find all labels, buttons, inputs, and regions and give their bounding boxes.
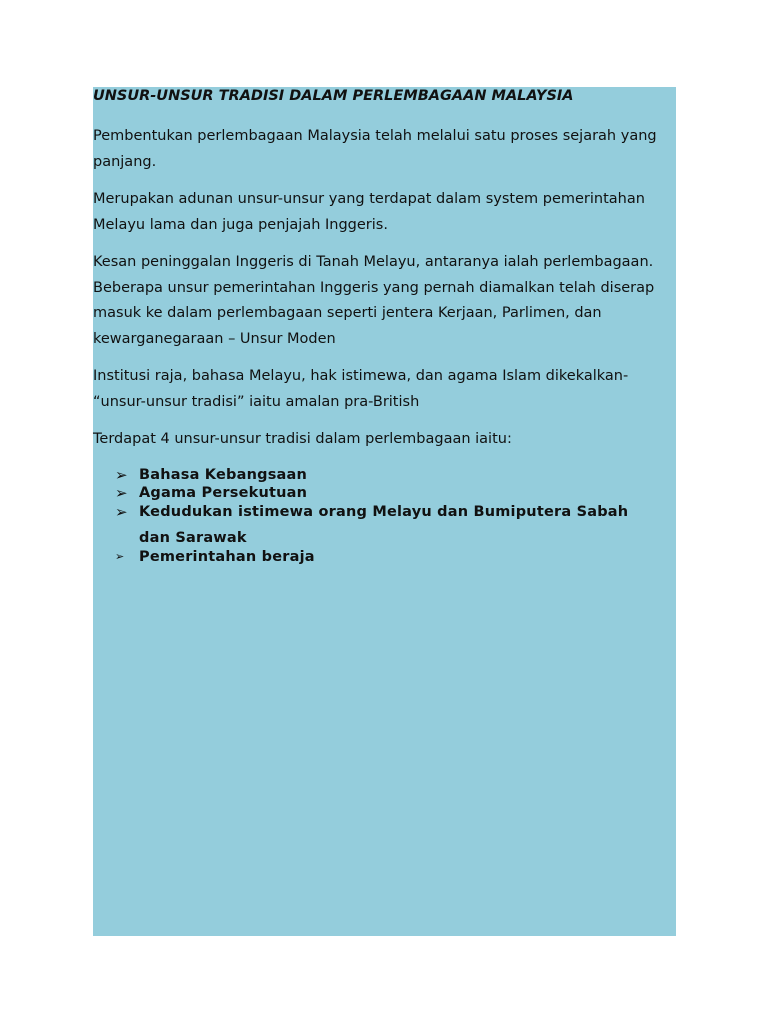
- arrow-bullet-icon: ➢: [115, 484, 128, 502]
- list-item: [115, 466, 676, 485]
- paragraph-3: Kesan peninggalan Inggeris di Tanah Melayu, antaranya ialah perlembagaan. Beberapa unsur pemerintahan Inggeris yang pernah diamalkan telah diserap masuk ke dalam perlembagaan seperti jentera Kerjaan, Parlimen, dan kewarganegaraan – Unsur Moden: [93, 254, 655, 347]
- paragraph-2: Merupakan adunan unsur-unsur yang terdapat dalam system pemerintahan Melayu lama dan juga penjajah Inggeris.: [93, 191, 645, 233]
- list-item-text: Bahasa Kebangsaan: [139, 466, 308, 483]
- list-item-text: Pemerintahan beraja: [139, 548, 315, 565]
- paragraph-1: Pembentukan perlembagaan Malaysia telah melalui satu proses sejarah yang panjang.: [93, 128, 657, 170]
- arrow-bullet-icon: ➢: [115, 549, 125, 563]
- paragraph-5: Terdapat 4 unsur-unsur tradisi dalam perlembagaan iaitu:: [93, 431, 512, 447]
- list-item: [115, 503, 676, 548]
- list-item-text: Agama Persekutuan: [139, 485, 308, 501]
- list-item: [115, 548, 676, 567]
- arrow-bullet-icon: ➢: [115, 465, 128, 484]
- arrow-bullet-icon: ➢: [115, 502, 128, 521]
- document-title: UNSUR-UNSUR TRADISI DALAM PERLEMBAGAAN MALAYSIA: [93, 88, 574, 104]
- paragraph-4: Institusi raja, bahasa Melayu, hak istimewa, dan agama Islam dikekalkan- “unsur-unsur tradisi” iaitu amalan pra-British: [93, 368, 629, 410]
- list-item: [115, 484, 676, 503]
- tradition-elements-list: [93, 466, 676, 567]
- content-box: [93, 87, 676, 936]
- list-item-continuation: dan Sarawak: [139, 530, 247, 546]
- list-item-text: Kedudukan istimewa orang Melayu dan Bumiputera Sabah: [139, 503, 629, 520]
